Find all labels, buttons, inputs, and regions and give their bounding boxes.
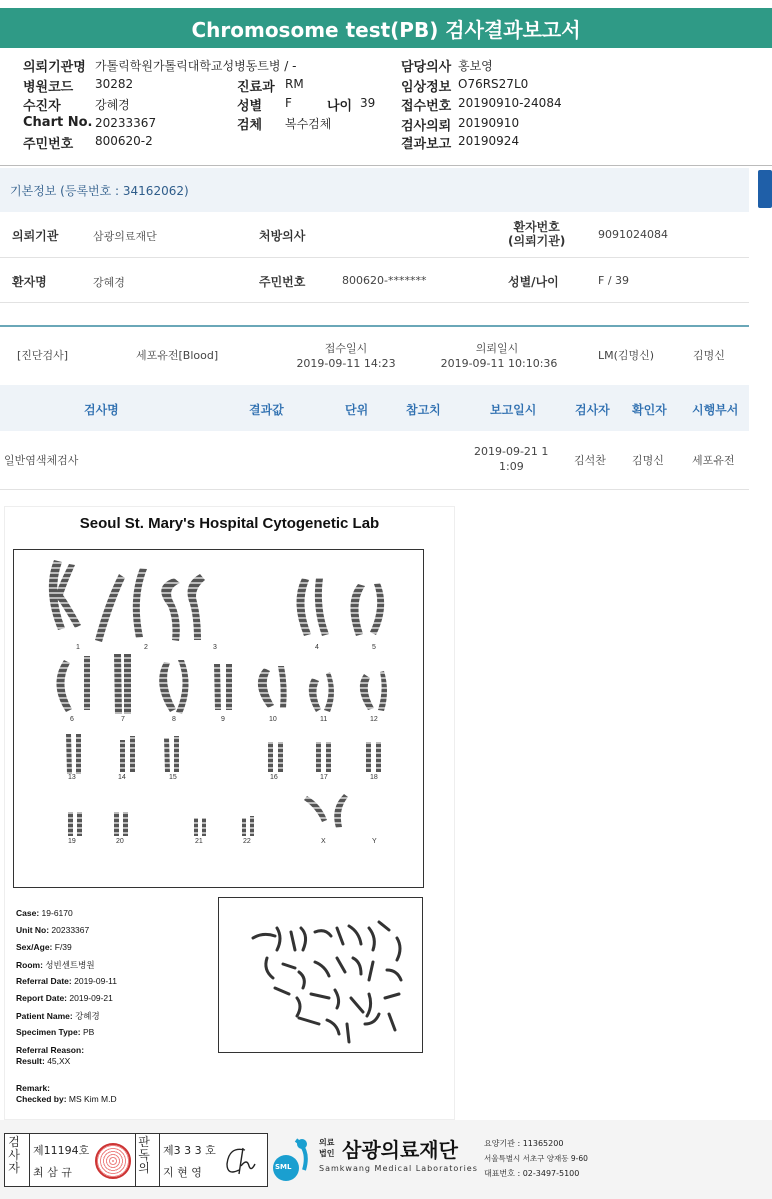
col-header: 검사명 (84, 403, 119, 417)
signature-icon (223, 1144, 259, 1178)
meta-value: F (285, 96, 292, 110)
cell: 김명신 (632, 454, 664, 467)
meta-key: 나이 (327, 99, 353, 114)
signer-name: 지 현 영 (163, 1166, 202, 1179)
recv-label: 접수일시 (324, 342, 368, 355)
chromosome-label: 22 (243, 838, 251, 845)
meta-key: 접수번호 (401, 99, 452, 114)
org-name: 삼광의료재단 (342, 1138, 458, 1162)
meta-value: O76RS27L0 (458, 77, 529, 91)
chromosome-label: 13 (68, 774, 76, 781)
recv-value: 2019-09-11 14:23 (296, 357, 396, 370)
chromosome-label: 10 (269, 716, 277, 723)
info-row (0, 212, 749, 258)
chromosome-label: 6 (70, 716, 74, 723)
chromosome-label: 18 (370, 774, 378, 781)
cell: 2019-09-21 1 (474, 445, 549, 458)
chromosome-label: 19 (68, 838, 76, 845)
chromosome-label: 8 (172, 716, 176, 723)
license-no: 제3 3 3 호 (163, 1144, 216, 1157)
meta-value: 복수검체 (285, 117, 332, 131)
chromosome-label: 15 (169, 774, 177, 781)
meta-key: 주민번호 (23, 137, 74, 152)
value: F / 39 (598, 274, 630, 287)
meta-key: 임상정보 (401, 80, 452, 95)
metaphase-spread (219, 898, 422, 1052)
chromosome-label: 9 (221, 716, 225, 723)
meta-value: 39 (360, 96, 376, 110)
chromosome-label: 14 (118, 774, 126, 781)
karyotype-title: Seoul St. Mary's Hospital Cytogenetic Lab (79, 515, 380, 532)
chromosome-label: X (321, 838, 326, 845)
meta-value: 홍보영 (458, 59, 493, 73)
seal-icon (95, 1143, 131, 1179)
label: 환자명 (12, 275, 47, 289)
logo-text: SML (275, 1163, 292, 1171)
table-row[interactable] (0, 431, 749, 490)
meta-key: 담당의사 (401, 60, 452, 75)
meta-key: 검사의뢰 (401, 119, 452, 134)
meta-key: 성별 (237, 99, 263, 114)
info-row (0, 258, 749, 303)
org-code: 요양기관 : 11365200 (484, 1139, 564, 1148)
chromosome-label: Y (372, 838, 377, 845)
value: 삼광의료재단 (93, 230, 157, 243)
meta-key: 병원코드 (23, 80, 74, 95)
meta-key: 진료과 (237, 80, 275, 95)
req-label: 의뢰일시 (475, 342, 519, 355)
col-header: 보고일시 (490, 403, 537, 417)
meta-key: 결과보고 (401, 137, 452, 152)
role-label: 판독의 (138, 1135, 150, 1175)
chromosome-label: 20 (116, 838, 124, 845)
divider (0, 325, 749, 327)
col-header: 확인자 (632, 403, 667, 417)
meta-value: 가톨릭학원가톨릭대학교성병동트병 / - (95, 59, 297, 73)
karyogram (13, 549, 424, 888)
chromosome-label: 16 (270, 774, 278, 781)
meta-value: 30282 (95, 77, 134, 91)
meta-value: 20190924 (458, 134, 520, 148)
col-header: 결과값 (249, 403, 284, 417)
chromosome-label: 4 (315, 644, 319, 651)
chromosome-label: 5 (372, 644, 376, 651)
divider (135, 1134, 136, 1186)
org-address: 서울특별시 서초구 양재동 9-60 (484, 1154, 588, 1163)
lm2: 김명신 (693, 349, 725, 362)
cell: 1:09 (499, 460, 524, 473)
side-tab-icon[interactable] (758, 170, 772, 208)
signature-box (4, 1133, 268, 1187)
label: 의뢰기관 (12, 229, 59, 243)
value: 9091024084 (598, 228, 668, 241)
col-header: 시행부서 (692, 403, 739, 417)
meta-value: 20190910-24084 (458, 96, 562, 110)
meta-key: 의뢰기관명 (23, 60, 86, 75)
cell: 세포유전 (692, 454, 735, 467)
license-no: 제11194호 (33, 1144, 90, 1157)
basic-info-label: 기본정보 (등록번호 : 34162062) (10, 184, 189, 198)
meta-value: RM (285, 77, 304, 91)
chromosome-label: 3 (213, 644, 217, 651)
chromosome-label: 21 (195, 838, 203, 845)
karyotype-report: Seoul St. Mary's Hospital Cytogenetic Lab 1 2 3 4 5 6 7 8 9 10 11 12 13 14 15 16 17 18 19 20 21 22 X Y Case: 19-6170 Unit No: 20233367 Sex/Age: F/39 Room: 성빈센트병원 Referral Date: 2019-09-11 Report Date: 2019-09-21 Patient Name: 강혜경 Specimen Type: PB Referral Reason: Result: 45,XX Remark: Checked by: MS Kim M.D (4, 506, 455, 1120)
label: 처방의사 (259, 229, 306, 243)
meta-key: Chart No. (23, 115, 93, 130)
signer-name: 최 삼 규 (33, 1166, 72, 1179)
chromosome-label: 2 (144, 644, 148, 651)
dx-dept: 세포유전[Blood] (136, 349, 219, 362)
basic-info-bar (0, 168, 749, 212)
table-header (0, 385, 749, 431)
sml-logo-icon (272, 1136, 314, 1182)
label: 주민번호 (259, 275, 306, 289)
value: 강혜경 (93, 276, 125, 289)
col-header: 참고치 (406, 403, 441, 417)
report-title: Chromosome test(PB) 검사결과보고서 (0, 8, 772, 48)
value: 800620-******* (342, 274, 427, 287)
meta-key: 수진자 (23, 99, 61, 114)
col-header: 단위 (345, 403, 369, 417)
cell: 김석찬 (574, 454, 606, 467)
meta-key: 검체 (237, 118, 263, 133)
meta-value: 20233367 (95, 116, 157, 130)
lm: LM(김명신) (598, 349, 655, 362)
meta-value: 800620-2 (95, 134, 153, 148)
cell: 일반염색체검사 (4, 454, 79, 467)
org-small: 의료 (319, 1138, 335, 1147)
karyogram-image (14, 550, 423, 887)
meta-value: 강혜경 (95, 98, 130, 112)
footer (0, 1120, 772, 1199)
chromosome-label: 11 (320, 716, 328, 723)
col-header: 검사자 (575, 403, 610, 417)
divider (0, 165, 772, 166)
chromosome-label: 12 (370, 716, 378, 723)
divider (159, 1134, 160, 1186)
org-phone: 대표번호 : 02-3497-5100 (484, 1169, 580, 1178)
chromosome-label: 17 (320, 774, 328, 781)
metaphase-image (218, 897, 423, 1053)
org-small: 법인 (319, 1149, 335, 1158)
meta-value: 20190910 (458, 116, 520, 130)
chromosome-label: 7 (121, 716, 125, 723)
divider (29, 1134, 30, 1186)
org-english: Samkwang Medical Laboratories (319, 1164, 478, 1173)
chromosome-label: 1 (76, 644, 80, 651)
label: 성별/나이 (508, 275, 559, 289)
req-value: 2019-09-11 10:10:36 (440, 357, 558, 370)
role-label: 검사자 (8, 1135, 20, 1175)
dx-type: [진단검사] (17, 349, 69, 362)
label: 환자번호 (의뢰기관) (508, 220, 566, 248)
